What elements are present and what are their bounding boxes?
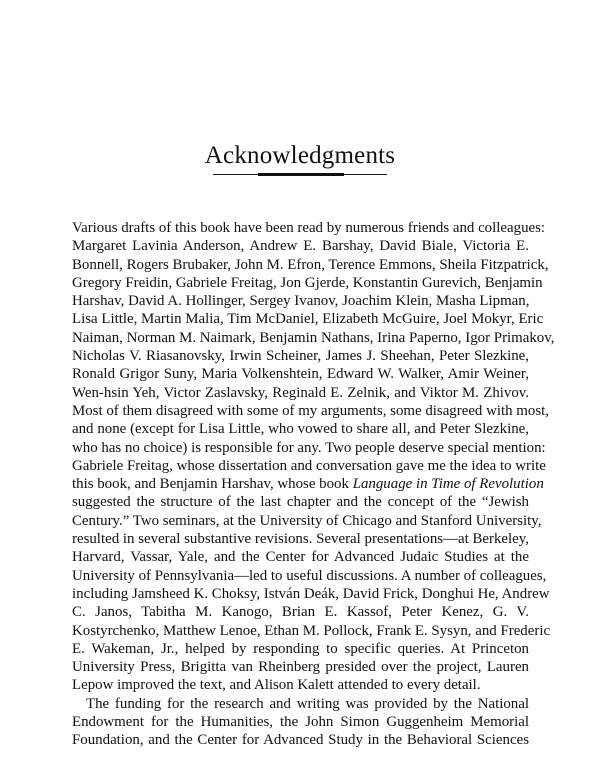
paragraph-2 <box>72 695 529 750</box>
text-line: Endowment for the Humanities, the John Simon Guggenheim Memorial <box>72 714 529 731</box>
text-line: Kostyrchenko, Matthew Lenoe, Ethan M. Pollock, Frank E. Sysyn, and Frederic <box>72 622 551 639</box>
text-line: including Jamsheed K. Choksy, István Deák, David Frick, Donghui He, Andrew <box>72 585 550 602</box>
text-line: suggested the structure of the last chapter and the concept of the “Jewish <box>72 494 529 511</box>
text-line: Foundation, and the Center for Advanced Study in the Behavioral Sciences <box>72 732 529 749</box>
text-line: who has no choice) is responsible for any. Two people deserve special mention: <box>72 439 546 456</box>
paragraph-1 <box>72 219 555 695</box>
text-line: E. Wakeman, Jr., helped by responding to specific queries. At Princeton <box>72 640 529 657</box>
text-line: Nicholas V. Riasanovsky, Irwin Scheiner, James J. Sheehan, Peter Slezkine, <box>72 348 529 365</box>
text-line: Lepow improved the text, and Alison Kalett attended to every detail. <box>72 677 481 694</box>
text-line: Harvard, Vassar, Yale, and the Center for Advanced Judaic Studies at the <box>72 549 529 566</box>
text-line: Most of them disagreed with some of my arguments, some disagreed with most, <box>72 402 549 419</box>
text-line: Ronald Grigor Suny, Maria Volkenshtein, Edward W. Walker, Amir Weiner, <box>72 366 529 383</box>
text-line: Harshav, David A. Hollinger, Sergey Ivanov, Joachim Klein, Masha Lipman, <box>72 293 530 310</box>
text-line: Lisa Little, Martin Malia, Tim McDaniel, Elizabeth McGuire, Joel Mokyr, Eric <box>72 311 544 328</box>
text-line-with-book-title <box>72 475 544 493</box>
page-title: Acknowledgments <box>204 142 396 169</box>
text-line: Various drafts of this book have been read by numerous friends and colleagues: <box>72 220 546 236</box>
text-line: The funding for the research and writing was provided by the National <box>86 695 529 712</box>
text-line: and none (except for Lisa Little, who vowed to share all, and Peter Slezkine, <box>72 421 529 438</box>
text-line: Margaret Lavinia Anderson, Andrew E. Barshay, David Biale, Victoria E. <box>72 238 529 255</box>
title-underline-bold-segment <box>258 173 344 176</box>
acknowledgments-body <box>72 219 555 750</box>
text-line: resulted in several substantive revisions. Several presentations—at Berkeley, <box>72 531 529 548</box>
text-line: C. Janos, Tabitha M. Kanogo, Brian E. Kassof, Peter Kenez, G. V. <box>72 604 529 621</box>
text-line: University Press, Brigitta van Rheinberg presided over the project, Lauren <box>72 659 529 676</box>
text-line: Gabriele Freitag, whose dissertation and conversation gave me the idea to write <box>72 457 546 474</box>
text-line: Naiman, Norman M. Naimark, Benjamin Nathans, Irina Paperno, Igor Primakov, <box>72 329 555 346</box>
text-line: Wen-hsin Yeh, Victor Zaslavsky, Reginald E. Zelnik, and Viktor M. Zhivov. <box>72 384 529 401</box>
text-line: Century.” Two seminars, at the University of Chicago and Stanford University, <box>72 512 542 529</box>
text-line: Bonnell, Rogers Brubaker, John M. Efron, Terence Emmons, Sheila Fitzpatrick, <box>72 256 549 273</box>
text-line-before-title: this book, and Benjamin Harshav, whose book <box>72 476 353 493</box>
text-line: University of Pennsylvania—led to useful discussions. A number of colleagues, <box>72 567 547 584</box>
text-line: Gregory Freidin, Gabriele Freitag, Jon Gjerde, Konstantin Gurevich, Benjamin <box>72 274 543 291</box>
book-title-italic: Language in Time of Revolution <box>352 476 544 493</box>
